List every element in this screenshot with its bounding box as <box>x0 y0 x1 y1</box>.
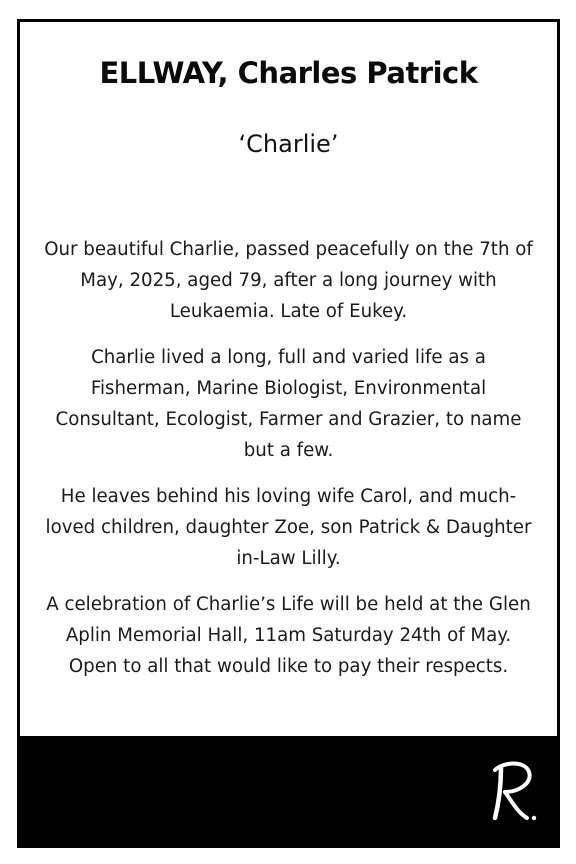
script-r-logo-icon <box>481 756 541 826</box>
deceased-nickname: ‘Charlie’ <box>238 130 339 158</box>
footer-band <box>20 736 557 845</box>
notice-content <box>20 22 557 736</box>
paragraph-celebration: A celebration of Charlie’s Life will be held at the Glen Aplin Memorial Hall, 11am Saturday 24th of May. Open to all that would like to pay their respects. <box>46 594 531 677</box>
paragraph-passing: Our beautiful Charlie, passed peacefully on the 7th of May, 2025, aged 79, after a long journey with Leukaemia. Late of Eukey. <box>44 239 533 322</box>
paragraph-family: He leaves behind his loving wife Carol, and much-loved children, daughter Zoe, son Patrick & Daughter in-Law Lilly. <box>45 486 532 569</box>
notice-frame <box>17 19 560 848</box>
deceased-name-heading: ELLWAY, Charles Patrick <box>99 56 478 90</box>
paragraph-life: Charlie lived a long, full and varied life as a Fisherman, Marine Biologist, Environmental Consultant, Ecologist, Farmer and Grazier, to name but a few. <box>55 347 522 461</box>
notice-body <box>42 234 535 697</box>
